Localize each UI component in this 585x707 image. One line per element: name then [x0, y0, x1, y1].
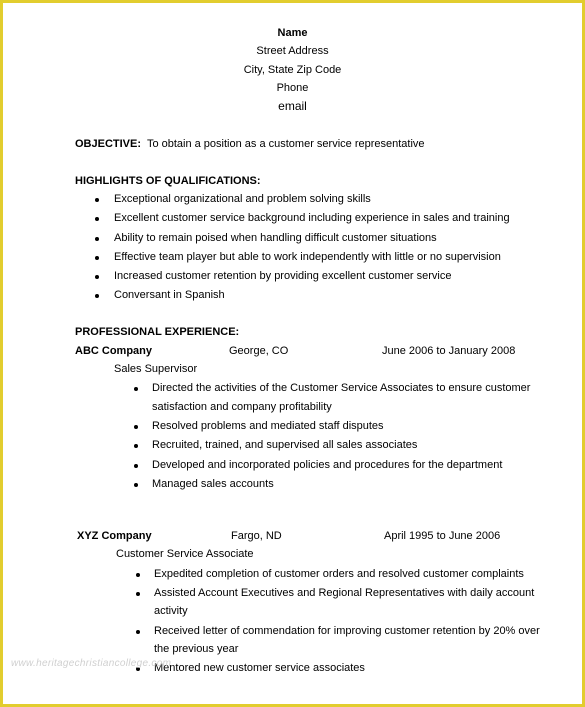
duty-item: Directed the activities of the Customer Service Associates to ensure customer — [152, 382, 531, 394]
duty-item: Mentored new customer service associates — [154, 662, 365, 674]
duty-item-continued: activity — [154, 605, 188, 617]
duty-item: Assisted Account Executives and Regional Representatives with daily account — [154, 587, 535, 599]
bullet-icon — [136, 573, 140, 577]
duty-item: Recruited, trained, and supervised all sales associates — [152, 439, 418, 451]
job-dates: April 1995 to June 2006 — [384, 530, 501, 542]
duty-item: Received letter of commendation for improving customer retention by 20% over — [154, 625, 540, 637]
highlights-heading: HIGHLIGHTS OF QUALIFICATIONS: — [75, 175, 261, 187]
job-company: XYZ Company — [77, 530, 152, 542]
bullet-icon — [134, 387, 138, 391]
duty-item: Resolved problems and mediated staff disputes — [152, 420, 384, 432]
bullet-icon — [134, 483, 138, 487]
bullet-icon — [134, 425, 138, 429]
job-location: George, CO — [229, 345, 289, 357]
job-dates: June 2006 to January 2008 — [382, 345, 516, 357]
city-state-zip: City, State Zip Code — [243, 64, 342, 76]
bullet-icon — [95, 237, 99, 241]
bullet-icon — [136, 592, 140, 596]
objective-label: OBJECTIVE: — [75, 138, 142, 150]
street-address: Street Address — [256, 45, 329, 57]
bullet-icon — [134, 444, 138, 448]
job-title: Sales Supervisor — [114, 363, 198, 375]
bullet-icon — [95, 198, 99, 202]
duty-item: Managed sales accounts — [152, 478, 274, 490]
email: email — [278, 99, 307, 113]
duty-item-continued: satisfaction and company profitability — [152, 401, 332, 413]
highlight-item: Exceptional organizational and problem solving skills — [114, 193, 371, 205]
objective-section — [75, 138, 425, 150]
phone: Phone — [276, 82, 309, 94]
bullet-icon — [95, 294, 99, 298]
highlight-item: Ability to remain poised when handling difficult customer situations — [114, 232, 437, 244]
objective-text: To obtain a position as a customer service representative — [146, 138, 425, 150]
bullet-icon — [134, 464, 138, 468]
highlight-item: Excellent customer service background including experience in sales and training — [114, 212, 510, 224]
bullet-icon — [95, 217, 99, 221]
duty-item: Expedited completion of customer orders and resolved customer complaints — [154, 568, 524, 580]
resume-name: Name — [277, 27, 308, 39]
duty-item: Developed and incorporated policies and procedures for the department — [152, 459, 503, 471]
watermark: www.heritagechristiancollege.com — [11, 658, 172, 669]
highlight-item: Increased customer retention by providing excellent customer service — [114, 270, 452, 282]
highlight-item: Conversant in Spanish — [114, 289, 225, 301]
bullet-icon — [95, 256, 99, 260]
bullet-icon — [136, 630, 140, 634]
experience-heading: PROFESSIONAL EXPERIENCE: — [75, 326, 240, 338]
duty-item-continued: the previous year — [154, 643, 239, 655]
bullet-icon — [95, 275, 99, 279]
job-title: Customer Service Associate — [116, 548, 254, 560]
job-location: Fargo, ND — [231, 530, 282, 542]
highlight-item: Effective team player but able to work independently with little or no supervision — [114, 251, 501, 263]
job-company: ABC Company — [75, 345, 153, 357]
